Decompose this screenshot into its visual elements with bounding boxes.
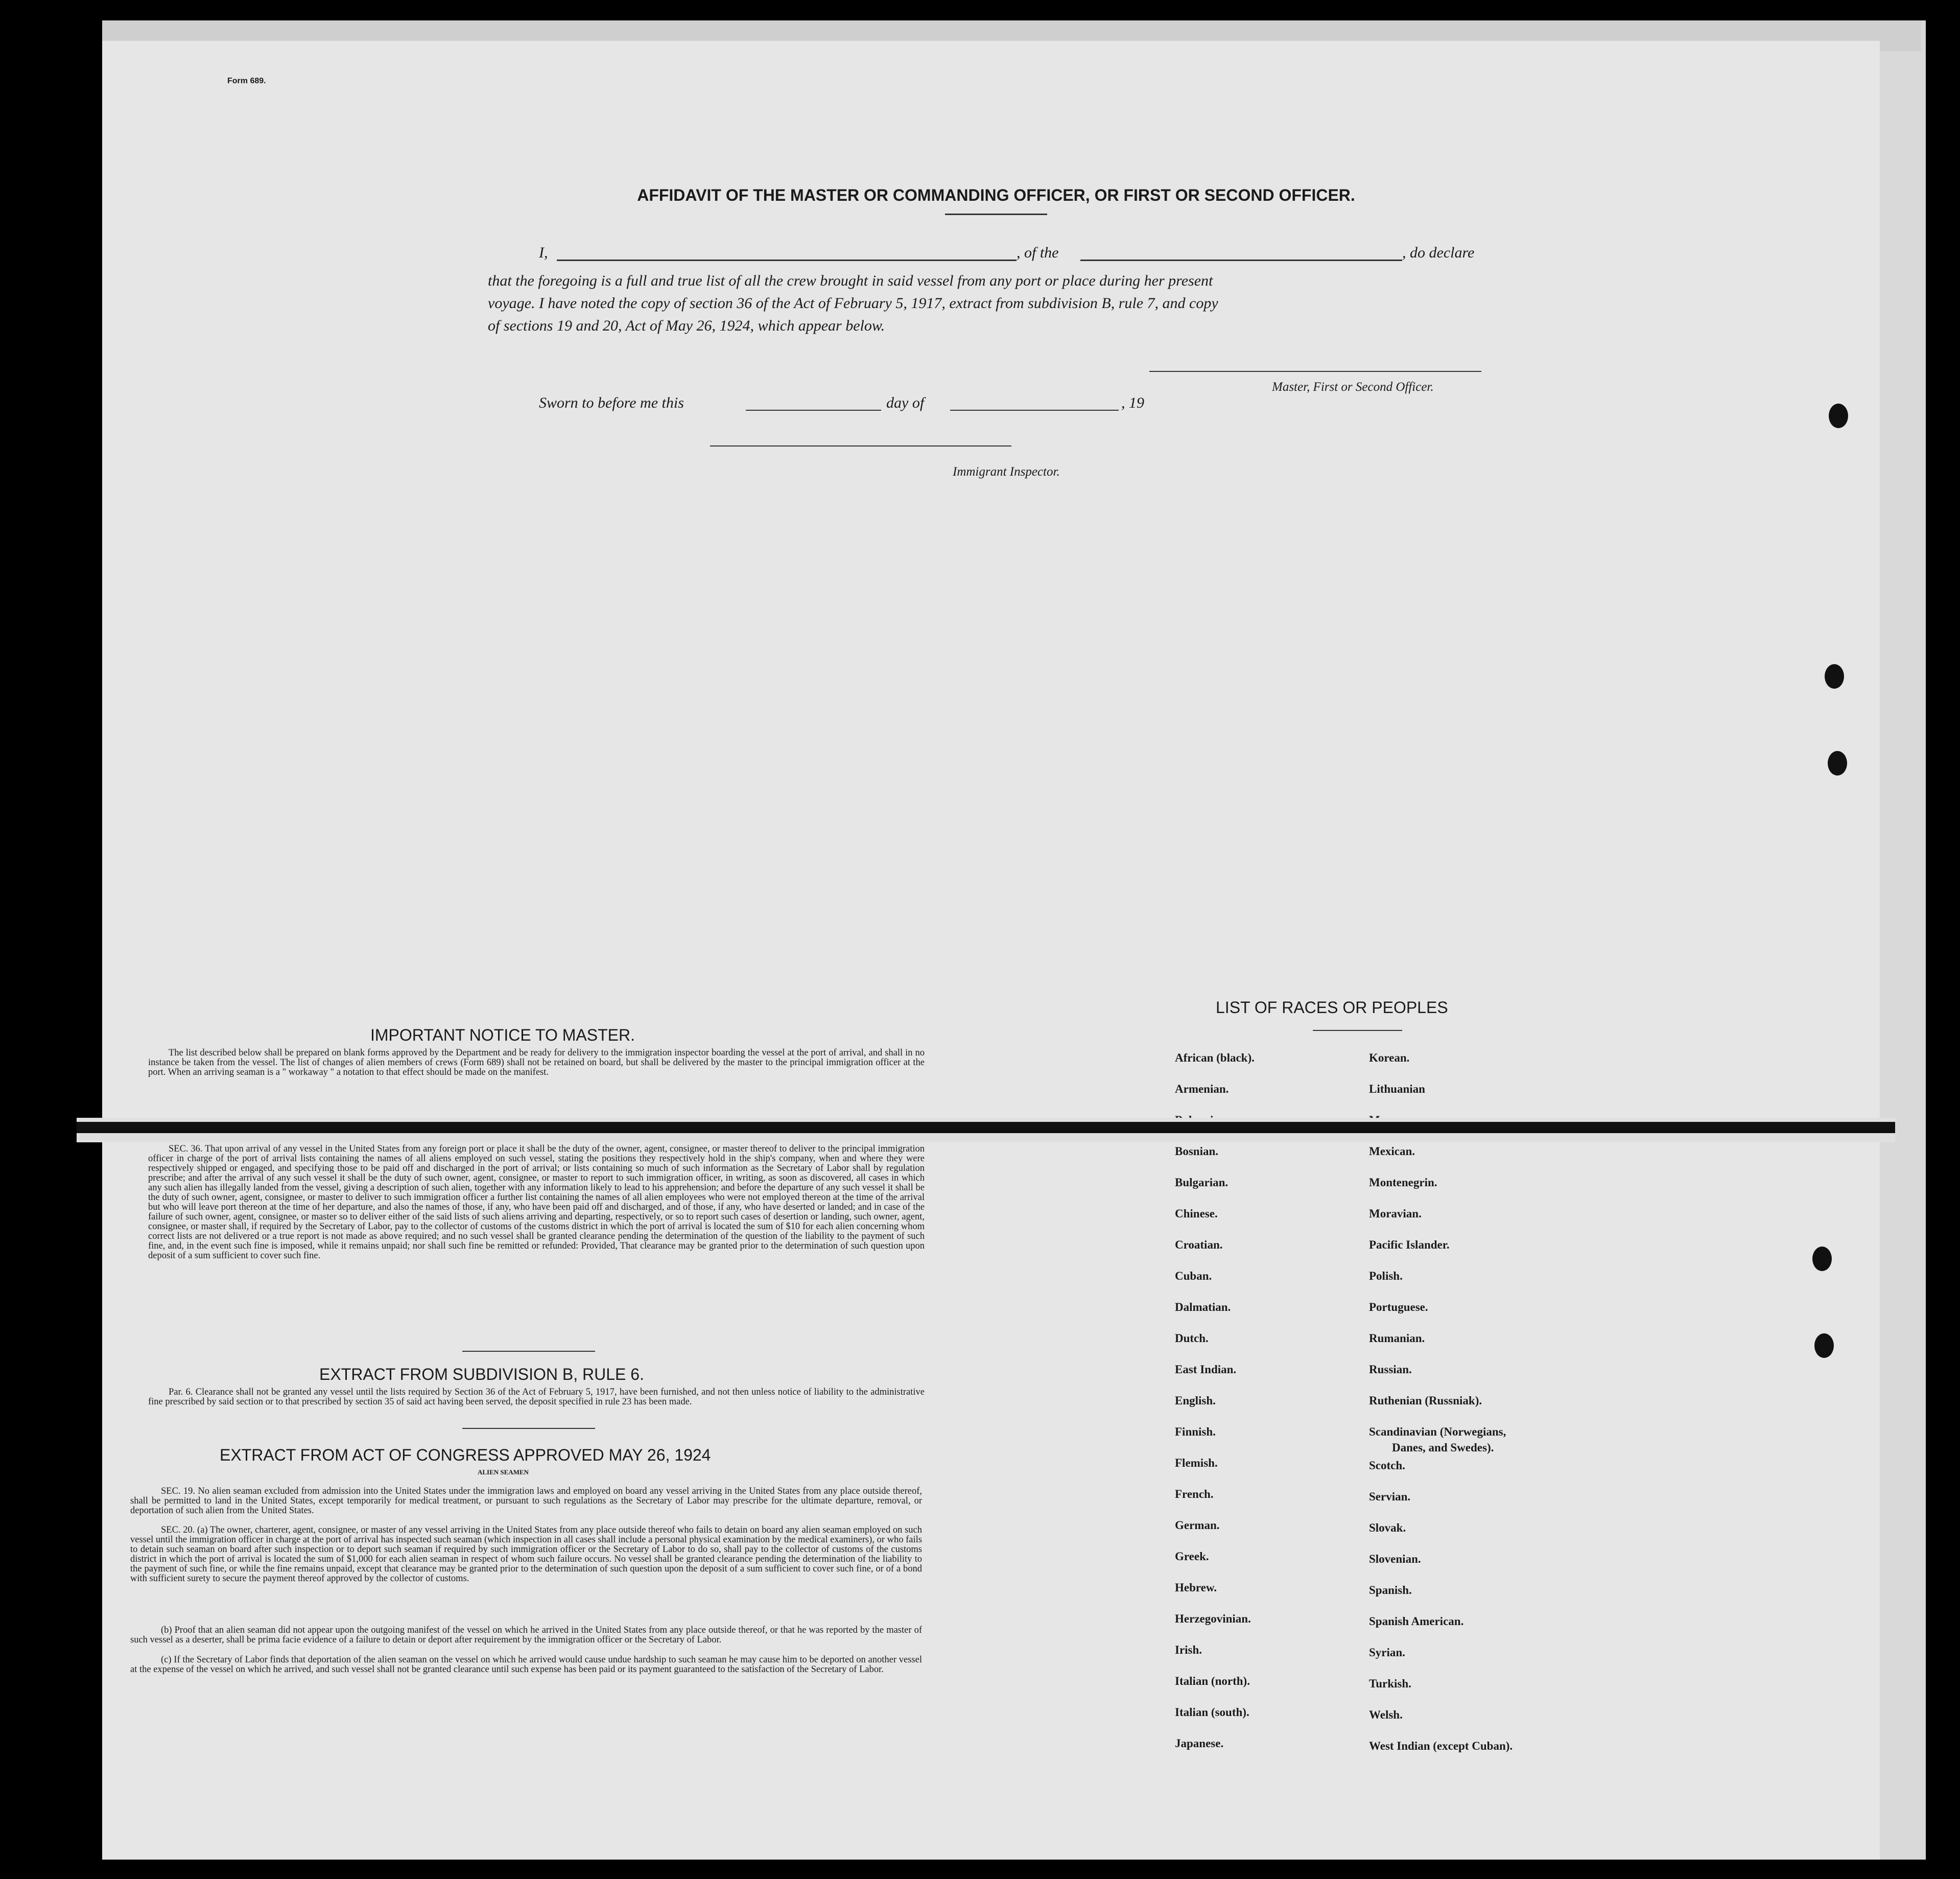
- race-entry: English.: [1175, 1394, 1216, 1407]
- officer-signature-line[interactable]: [1149, 371, 1481, 372]
- affidavit-i-label: I,: [539, 244, 548, 261]
- race-entry: Montenegrin.: [1369, 1176, 1437, 1189]
- race-entry: Hebrew.: [1175, 1581, 1217, 1594]
- race-entry: Turkish.: [1369, 1677, 1411, 1690]
- race-entry: Korean.: [1369, 1051, 1410, 1064]
- of-the-label: , of the: [1017, 244, 1059, 261]
- race-entry: Dutch.: [1175, 1332, 1209, 1345]
- affidavit-line: of sections 19 and 20, Act of May 26, 1924, which appear below.: [488, 317, 885, 334]
- section-rule: [462, 1428, 595, 1429]
- race-entry: Russian.: [1369, 1363, 1412, 1376]
- race-entry: German.: [1175, 1519, 1220, 1532]
- race-entry: Moravian.: [1369, 1207, 1422, 1220]
- title-rule: [945, 214, 1047, 215]
- race-entry: Slovak.: [1369, 1521, 1406, 1534]
- race-entry: Greek.: [1175, 1550, 1209, 1563]
- section-rule: [462, 1351, 595, 1352]
- master-name-blank[interactable]: [557, 260, 1017, 261]
- punch-hole: [1814, 1333, 1834, 1358]
- extract-1917-text: SEC. 36. That upon arrival of any vessel in the United States from any foreign port or place it shall be the duty of the owner, agent, consignee, or master thereof to deliver to the principal immigration officer in charge of the port of arrival lists containing the names of all aliens employed on such vessel, stating the positions they respectively hold in the ship's company, when and where they were respectively shipped or engaged, and specifying those to be paid off and discharged in the port of arrival; or lists containing so much of such information as the Secretary of Labor shall by regulation prescribe; and after the arrival of any such vessel it shall be the duty of such owner, agent, consignee, or master to report to such immigration officer, in writing, as soon as discovered, all cases in which any such alien has illegally landed from the vessel, giving a description of such alien, together with any information likely to lead to his apprehension; and before the departure of any such vessel it shall be the duty of such owner, agent, consignee, or master to deliver to such immigration officer a further list containing the names of all alien employees who were not employed thereon at the time of the arrival but who will leave port thereon at the time of her departure, and also the names of those, if any, who have been paid off and discharged, and of those, if any, who have deserted or landed; and in case of the failure of such owner, agent, consignee, or master so to deliver either of the said lists of such aliens arriving and departing, respectively, or so to report such cases of desertion or landing, such owner, agent, consignee, or master shall, if required by the Secretary of Labor, pay to the collector of customs of the customs district in which the port of arrival is located the sum of $10 for each alien concerning whom correct lists are not delivered or a true report is not made as above required; and no such vessel shall be granted clearance pending the determination of the question of the liability to the payment of such fine, and, in the event such fine is imposed, while it remains unpaid; nor shall such fine be remitted or refunded: Provided, That clearance may be granted prior to the determination of such question upon deposit of a sum sufficient to cover such fine.: [148, 1144, 925, 1261]
- race-entry: Pacific Islander.: [1369, 1238, 1450, 1251]
- sec20c-text: (c) If the Secretary of Labor finds that deportation of the alien seaman on the vessel on which he arrived would cause undue hardship to such seaman he may cause him to be deported on another vessel at the expense of the vessel on which he arrived, and such vessel shall not be granted clearance until such expense has been paid or its payment guaranteed to the satisfaction of the Secretary of Labor.: [130, 1655, 922, 1675]
- race-entry: Finnish.: [1175, 1425, 1216, 1438]
- notice-title: IMPORTANT NOTICE TO MASTER.: [370, 1026, 635, 1044]
- race-entry: Bosnian.: [1175, 1145, 1219, 1158]
- race-entry: Polish.: [1369, 1270, 1403, 1282]
- race-entry: Scandinavian (Norwegians,: [1369, 1425, 1506, 1438]
- year-label: , 19: [1121, 394, 1144, 411]
- punch-hole: [1829, 404, 1848, 428]
- sec19-text: SEC. 19. No alien seaman excluded from admission into the United States under the immigration laws and employed on board any vessel arriving in the United States from any place outside thereof, shall be permitted to land in the United States, except temporarily for medical treatment, or pursuant to such regulations as the Secretary of Labor may prescribe for the ultimate departure, removal, or deportation of such alien from the United States.: [130, 1486, 922, 1516]
- race-entry: Syrian.: [1369, 1646, 1405, 1659]
- affidavit-line: voyage. I have noted the copy of section 36 of the Act of February 5, 1917, extract from subdivision B, rule 7, and copy: [488, 295, 1218, 312]
- race-entry: Croatian.: [1175, 1238, 1223, 1251]
- do-declare-label: , do declare: [1402, 244, 1475, 261]
- sworn-date-blank[interactable]: [746, 410, 881, 411]
- sworn-label: Sworn to before me this: [539, 394, 684, 411]
- race-entry: East Indian.: [1175, 1363, 1237, 1376]
- punch-hole: [1812, 1247, 1832, 1271]
- race-entry: Slovenian.: [1369, 1553, 1421, 1565]
- inspector-signature-line[interactable]: [710, 445, 1011, 447]
- affidavit-line: that the foregoing is a full and true list of all the crew brought in said vessel from any port or place during her present: [488, 272, 1213, 289]
- race-entry: Ruthenian (Russniak).: [1369, 1394, 1482, 1407]
- race-entry: Italian (south).: [1175, 1706, 1249, 1719]
- race-entry: Dalmatian.: [1175, 1301, 1231, 1313]
- race-entry: Danes, and Swedes).: [1392, 1441, 1494, 1454]
- race-entry: Welsh.: [1369, 1708, 1403, 1721]
- vessel-name-blank[interactable]: [1080, 260, 1402, 261]
- race-entry: Mexican.: [1369, 1145, 1415, 1158]
- race-entry: Lithuanian: [1369, 1083, 1425, 1095]
- punch-hole: [1828, 751, 1847, 776]
- tear-shadow: [77, 1122, 1895, 1133]
- day-of-label: day of: [886, 394, 925, 411]
- race-entry: Scotch.: [1369, 1459, 1405, 1472]
- race-entry: Bulgarian.: [1175, 1176, 1229, 1189]
- race-entry: Herzegovinian.: [1175, 1612, 1251, 1625]
- affidavit-body: [488, 270, 1494, 337]
- extract-1924-title: EXTRACT FROM ACT OF CONGRESS APPROVED MAY 26, 1924: [220, 1446, 711, 1464]
- inspector-caption: Immigrant Inspector.: [953, 465, 1060, 479]
- race-entry: West Indian (except Cuban).: [1369, 1740, 1513, 1752]
- race-entry: Cuban.: [1175, 1270, 1212, 1282]
- races-rule: [1313, 1030, 1402, 1031]
- race-entry: Irish.: [1175, 1643, 1202, 1656]
- race-entry: Rumanian.: [1369, 1332, 1425, 1345]
- race-entry: Japanese.: [1175, 1737, 1224, 1750]
- race-entry: Spanish.: [1369, 1584, 1412, 1596]
- rule6-title: EXTRACT FROM SUBDIVISION B, RULE 6.: [319, 1365, 644, 1383]
- alien-seamen-subtitle: ALIEN SEAMEN: [478, 1468, 529, 1476]
- punch-hole: [1825, 664, 1844, 689]
- race-entry: Chinese.: [1175, 1207, 1218, 1220]
- race-entry: African (black).: [1175, 1051, 1255, 1064]
- race-entry: Armenian.: [1175, 1083, 1229, 1095]
- officer-caption: Master, First or Second Officer.: [1272, 380, 1434, 394]
- sec20b-text: (b) Proof that an alien seaman did not appear upon the outgoing manifest of the vessel on which he arrived in the United States from any place outside thereof, or that he was reported by the master of such vessel as a deserter, shall be prima facie evidence of a failure to detain or deport after requirement by the immigration officer or the Secretary of Labor.: [130, 1625, 922, 1645]
- race-entry: Italian (north).: [1175, 1675, 1250, 1687]
- rule6-text: Par. 6. Clearance shall not be granted any vessel until the lists required by Section 36 of the Act of February 5, 1917, have been furnished, and not then unless notice of liability to the administrative fine prescribed by said section or to that prescribed by section 35 of said act having been served, the deposit specified in rule 23 has been made.: [148, 1387, 925, 1407]
- race-entry: Spanish American.: [1369, 1615, 1464, 1628]
- sworn-month-blank[interactable]: [950, 410, 1119, 411]
- race-entry: French.: [1175, 1488, 1214, 1500]
- race-entry: Flemish.: [1175, 1457, 1218, 1469]
- form-number: Form 689.: [227, 77, 266, 85]
- notice-text: The list described below shall be prepared on blank forms approved by the Department and be ready for delivery to the immigration inspector boarding the vessel at the port of arrival, and shall in no instance be taken from the vessel. The list of changes of alien members of crews (Form 689) shall not be retained on board, but shall be delivered by the master to the principal immigration officer at the port. When an arriving seaman is a " workaway " a notation to that effect should be made on the manifest.: [148, 1048, 925, 1077]
- affidavit-title: AFFIDAVIT OF THE MASTER OR COMMANDING OFFICER, OR FIRST OR SECOND OFFICER.: [637, 186, 1355, 204]
- races-title: LIST OF RACES OR PEOPLES: [1216, 998, 1448, 1017]
- race-entry: Portuguese.: [1369, 1301, 1428, 1313]
- sec20a-text: SEC. 20. (a) The owner, charterer, agent, consignee, or master of any vessel arriving in the United States from any place outside thereof who fails to detain on board any alien seaman employed on such vessel until the immigration officer in charge at the port of arrival has inspected such seaman (which inspection in all cases shall include a personal physical examination by the medical examiners), or who fails to detain such seaman on board after such inspection or to deport such seaman if required by such immigration officer or the Secretary of Labor to do so, shall pay to the collector of customs of the customs district in which the port of arrival is located the sum of $1,000 for each alien seaman in respect of whom such failure occurs. No vessel shall be granted clearance pending the determination of the liability to the payment of such fine, or while the fine remains unpaid, except that clearance may be granted prior to the determination of such question upon the deposit of a sum sufficient to cover such fine, or of a bond with sufficient surety to secure the payment thereof approved by the collector of customs.: [130, 1525, 922, 1584]
- race-entry: Servian.: [1369, 1490, 1411, 1503]
